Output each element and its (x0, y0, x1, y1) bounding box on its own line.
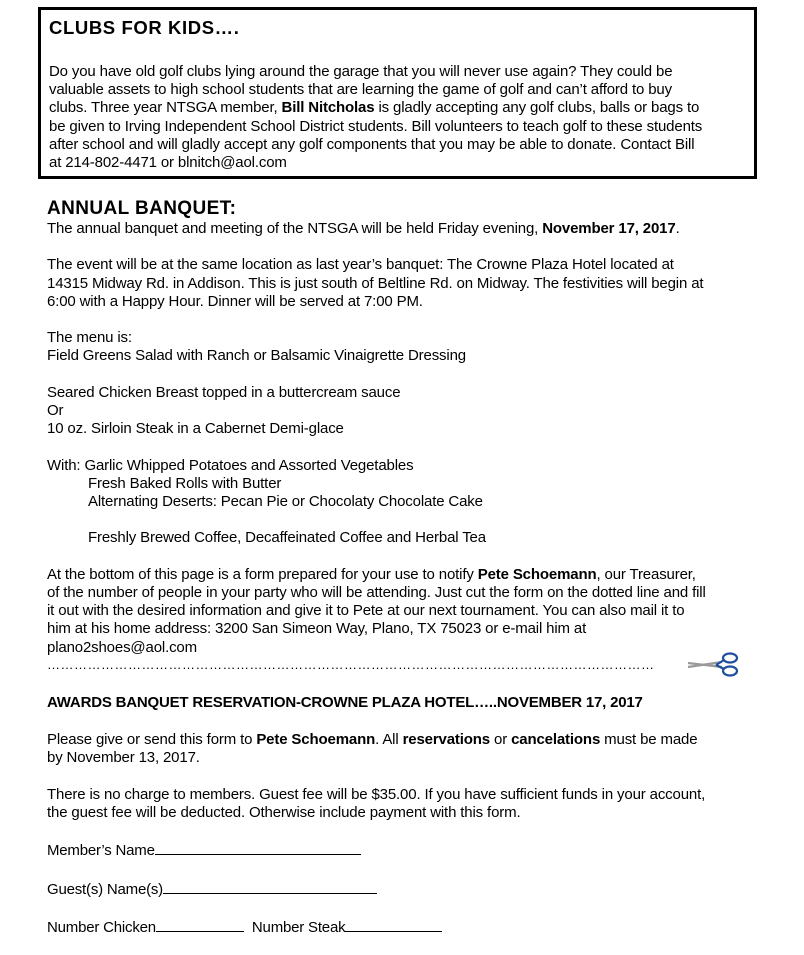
location-line: 6:00 with a Happy Hour. Dinner will be served at 7:00 PM. (47, 292, 423, 310)
member-name-field[interactable] (47, 840, 777, 860)
with-item: Garlic Whipped Potatoes and Assorted Vegetables (84, 456, 414, 474)
clubs-line: at 214-802-4471 or blnitch@aol.com (49, 154, 287, 172)
bold-text: Pete Schoemann (256, 731, 376, 748)
notice-line: At the bottom of this page is a form prepared for your use to notify Pete Schoemann, our Treasurer, (47, 565, 696, 583)
reservation-form (47, 694, 777, 937)
bold-text: cancelations (511, 731, 601, 748)
clubs-line: after school and will gladly accept any golf components that you may be able to donate. Contact Bill (49, 135, 695, 153)
guest-name-field[interactable] (47, 879, 777, 899)
chicken-count-label: Number Chicken (47, 919, 156, 936)
notice-email: plano2shoes@aol.com (47, 638, 197, 656)
banquet-title: ANNUAL BANQUET: (47, 198, 237, 219)
steak-count-label: Number Steak (251, 919, 346, 936)
clubs-line: valuable assets to high school students that are learning the game of golf and can’t afford to buy (49, 81, 672, 99)
notice-line: him at his home address: 3200 San Simeon Way, Plano, TX 75023 or e-mail him at (47, 620, 587, 638)
bold-text: Pete Schoemann (477, 565, 597, 583)
bold-text: reservations (402, 731, 490, 748)
clubs-line: clubs. Three year NTSGA member, Bill Nitcholas is gladly accepting any golf clubs, balls or bags to (49, 99, 700, 117)
notice-line: of the number of people in your party who will be attending. Just cut the form on the dotted line and fill (47, 583, 706, 601)
with-item: Fresh Baked Rolls with Butter (88, 474, 282, 492)
location-line: 14315 Midway Rd. in Addison. This is just south of Beltline Rd. on Midway. The festivities will begin at (47, 274, 704, 292)
meal-count-fields (47, 917, 777, 937)
form-title: AWARDS BANQUET RESERVATION-CROWNE PLAZA HOTEL…..NOVEMBER 17, 2017 (47, 694, 643, 711)
menu-or: Or (47, 401, 64, 419)
scissors-icon (686, 650, 742, 678)
member-name-label: Member’s Name (47, 842, 155, 859)
member-name-blank[interactable] (155, 840, 361, 855)
clubs-for-kids-box (38, 7, 757, 179)
fee-info: There is no charge to members. Guest fee will be $35.00. If you have sufficient funds in your account, (47, 785, 706, 803)
notice-line: it out with the desired information and give it to Pete at our next tournament. You can also mail it to (47, 602, 685, 620)
guest-name-blank[interactable] (163, 879, 377, 894)
guest-name-label: Guest(s) Name(s) (47, 881, 163, 898)
menu-salad: Field Greens Salad with Ranch or Balsamic Vinaigrette Dressing (47, 347, 466, 365)
clubs-title: CLUBS FOR KIDS…. (49, 17, 240, 38)
with-item: Alternating Deserts: Pecan Pie or Chocolaty Chocolate Cake (88, 492, 483, 510)
cut-line: ……………………………………………………………………………………………………………………… (47, 657, 655, 671)
bold-text: Bill Nitcholas (281, 99, 375, 117)
with-label: With: (47, 456, 85, 474)
chicken-count-blank[interactable] (156, 917, 244, 932)
menu-coffee: Freshly Brewed Coffee, Decaffeinated Coffee and Herbal Tea (88, 529, 486, 547)
with-line (47, 457, 767, 475)
form-instructions: Please give or send this form to Pete Schoemann. All reservations or cancelations must be made (47, 731, 698, 748)
menu-intro: The menu is: (47, 329, 132, 347)
menu-chicken: Seared Chicken Breast topped in a buttercream sauce (47, 383, 401, 401)
form-instructions: by November 13, 2017. (47, 749, 200, 767)
location-line: The event will be at the same location as last year’s banquet: The Crowne Plaza Hotel located at (47, 256, 674, 274)
steak-count-blank[interactable] (345, 917, 442, 932)
menu-steak: 10 oz. Sirloin Steak in a Cabernet Demi-glace (47, 420, 344, 438)
clubs-line: be given to Irving Independent School District students. Bill volunteers to teach golf to these students (49, 117, 703, 135)
clubs-text (49, 63, 754, 172)
banquet-section (47, 198, 767, 657)
clubs-line: Do you have old golf clubs lying around the garage that you will never use again? They could be (49, 63, 673, 80)
fee-info: the guest fee will be deducted. Otherwise include payment with this form. (47, 803, 521, 821)
bold-text: November 17, 2017 (542, 220, 676, 237)
scissors-shape (688, 654, 737, 676)
banquet-intro: The annual banquet and meeting of the NTSGA will be held Friday evening, November 17, 2017. (47, 220, 680, 237)
